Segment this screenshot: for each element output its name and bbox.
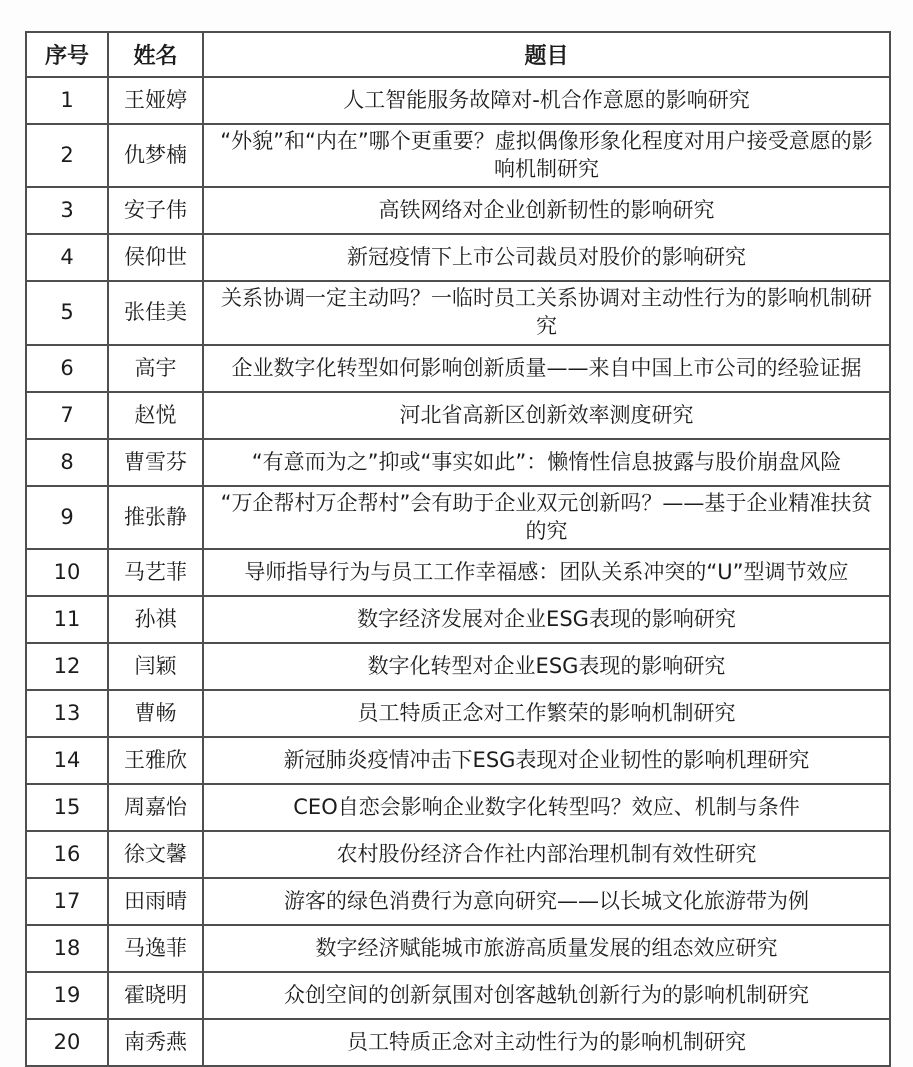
cell-name: 田雨晴 xyxy=(108,878,203,925)
cell-title: 高铁网络对企业创新韧性的影响研究 xyxy=(203,187,890,234)
cell-name: 高宇 xyxy=(108,345,203,392)
cell-no: 20 xyxy=(26,1019,108,1066)
cell-title: 河北省高新区创新效率测度研究 xyxy=(203,392,890,439)
cell-no: 14 xyxy=(26,737,108,784)
cell-no: 5 xyxy=(26,281,108,344)
cell-name: 赵悦 xyxy=(108,392,203,439)
table-row xyxy=(26,392,890,439)
cell-title: 企业数字化转型如何影响创新质量——来自中国上市公司的经验证据 xyxy=(203,345,890,392)
table-row xyxy=(26,643,890,690)
cell-name: 侯仰世 xyxy=(108,234,203,281)
cell-title: 人工智能服务故障对-机合作意愿的影响研究 xyxy=(203,77,890,124)
cell-no: 6 xyxy=(26,345,108,392)
cell-name: 孙祺 xyxy=(108,596,203,643)
cell-title: 新冠肺炎疫情冲击下ESG表现对企业韧性的影响机理研究 xyxy=(203,737,890,784)
table-row xyxy=(26,439,890,486)
cell-name: 马艺菲 xyxy=(108,549,203,596)
table-row xyxy=(26,925,890,972)
table-row xyxy=(26,972,890,1019)
header-row xyxy=(26,32,890,77)
table-row xyxy=(26,737,890,784)
cell-no: 7 xyxy=(26,392,108,439)
table-body xyxy=(26,77,890,1066)
cell-title: 员工特质正念对工作繁荣的影响机制研究 xyxy=(203,690,890,737)
table-row xyxy=(26,234,890,281)
cell-no: 12 xyxy=(26,643,108,690)
cell-no: 2 xyxy=(26,124,108,187)
cell-no: 1 xyxy=(26,77,108,124)
cell-name: 马逸菲 xyxy=(108,925,203,972)
cell-no: 9 xyxy=(26,486,108,549)
table-row xyxy=(26,784,890,831)
thesis-table xyxy=(25,31,891,1067)
cell-title: 导师指导行为与员工工作幸福感：团队关系冲突的“U”型调节效应 xyxy=(203,549,890,596)
table-row xyxy=(26,345,890,392)
cell-name: 徐文馨 xyxy=(108,831,203,878)
cell-no: 3 xyxy=(26,187,108,234)
col-header-title: 题目 xyxy=(203,32,890,77)
cell-name: 张佳美 xyxy=(108,281,203,344)
cell-title: 数字经济发展对企业ESG表现的影响研究 xyxy=(203,596,890,643)
cell-name: 王娅婷 xyxy=(108,77,203,124)
cell-no: 18 xyxy=(26,925,108,972)
table-row xyxy=(26,596,890,643)
cell-title: 游客的绿色消费行为意向研究——以长城文化旅游带为例 xyxy=(203,878,890,925)
col-header-name: 姓名 xyxy=(108,32,203,77)
cell-title: “有意而为之”抑或“事实如此”：懒惰性信息披露与股价崩盘风险 xyxy=(203,439,890,486)
cell-name: 霍晓明 xyxy=(108,972,203,1019)
cell-title: 农村股份经济合作社内部治理机制有效性研究 xyxy=(203,831,890,878)
table-row xyxy=(26,831,890,878)
cell-no: 10 xyxy=(26,549,108,596)
cell-name: 王雅欣 xyxy=(108,737,203,784)
table-row xyxy=(26,187,890,234)
col-header-no: 序号 xyxy=(26,32,108,77)
cell-no: 15 xyxy=(26,784,108,831)
cell-title: “万企帮村万企帮村”会有助于企业双元创新吗？——基于企业精准扶贫的究 xyxy=(203,486,890,549)
table-row xyxy=(26,878,890,925)
cell-title: “外貌”和“内在”哪个更重要？虚拟偶像形象化程度对用户接受意愿的影响机制研究 xyxy=(203,124,890,187)
table-row xyxy=(26,124,890,187)
cell-no: 4 xyxy=(26,234,108,281)
cell-name: 曹畅 xyxy=(108,690,203,737)
cell-name: 推张静 xyxy=(108,486,203,549)
thesis-table-container xyxy=(25,31,891,1067)
table-row xyxy=(26,549,890,596)
table-row xyxy=(26,486,890,549)
cell-name: 周嘉怡 xyxy=(108,784,203,831)
table-row xyxy=(26,1019,890,1066)
table-row xyxy=(26,690,890,737)
cell-title: 新冠疫情下上市公司裁员对股价的影响研究 xyxy=(203,234,890,281)
cell-name: 曹雪芬 xyxy=(108,439,203,486)
table-row xyxy=(26,281,890,344)
cell-name: 仇梦楠 xyxy=(108,124,203,187)
cell-title: 关系协调一定主动吗？一临时员工关系协调对主动性行为的影响机制研究 xyxy=(203,281,890,344)
cell-title: CEO自恋会影响企业数字化转型吗？效应、机制与条件 xyxy=(203,784,890,831)
cell-no: 8 xyxy=(26,439,108,486)
table-header xyxy=(26,32,890,77)
cell-title: 数字化转型对企业ESG表现的影响研究 xyxy=(203,643,890,690)
cell-no: 16 xyxy=(26,831,108,878)
cell-no: 11 xyxy=(26,596,108,643)
table-row xyxy=(26,77,890,124)
cell-title: 员工特质正念对主动性行为的影响机制研究 xyxy=(203,1019,890,1066)
cell-title: 数字经济赋能城市旅游高质量发展的组态效应研究 xyxy=(203,925,890,972)
cell-name: 闫颖 xyxy=(108,643,203,690)
cell-no: 13 xyxy=(26,690,108,737)
cell-name: 安子伟 xyxy=(108,187,203,234)
cell-title: 众创空间的创新氛围对创客越轨创新行为的影响机制研究 xyxy=(203,972,890,1019)
cell-no: 19 xyxy=(26,972,108,1019)
cell-no: 17 xyxy=(26,878,108,925)
cell-name: 南秀燕 xyxy=(108,1019,203,1066)
